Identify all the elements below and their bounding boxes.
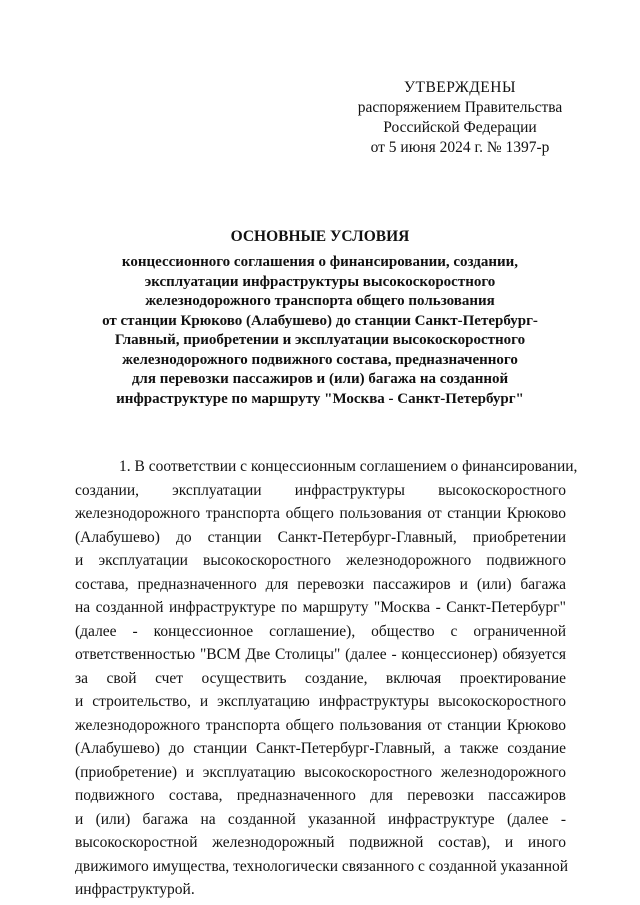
subtitle-line: железнодорожного подвижного состава, предназначенного (122, 351, 518, 368)
paragraph-line: и эксплуатации высокоскоростного железнодорожного подвижного (75, 552, 566, 569)
paragraph-line: и строительство, и эксплуатацию инфраструктуры высокоскоростного (75, 693, 566, 710)
subtitle-line: инфраструктуре по маршруту "Москва - Санкт-Петербург" (116, 390, 524, 407)
paragraph-line: подвижного состава, предназначенного для перевозки пассажиров (75, 787, 566, 804)
subtitle-line: от станции Крюково (Алабушево) до станции Санкт-Петербург- (102, 312, 538, 329)
approval-line-2: Российской Федерации (383, 119, 537, 136)
paragraph-line: создании, эксплуатации инфраструктуры высокоскоростного (75, 481, 566, 499)
paragraph-line: железнодорожного транспорта общего пользования от станции Крюково (75, 505, 566, 522)
paragraph-line: ответственностью "ВСМ Две Столицы" (далее - концессионер) обязуется (75, 646, 566, 663)
paragraph-line: и (или) багажа на созданной указанной инфраструктуре (далее - (75, 810, 566, 828)
paragraph-line: инфраструктурой. (75, 881, 195, 898)
paragraph-line: на созданной инфраструктуре по маршруту "Москва - Санкт-Петербург" (75, 599, 566, 616)
approval-line-1: распоряжением Правительства (357, 99, 563, 116)
subtitle-line: для перевозки пассажиров и (или) багажа на созданной (131, 371, 509, 387)
paragraph-line: (Алабушево) до станции Санкт-Петербург-Главный, а также создание (75, 740, 566, 757)
subtitle-line: концессионного соглашения о финансировании, создании, (121, 254, 519, 270)
paragraph-line: (Алабушево) до станции Санкт-Петербург-Главный, приобретении (75, 528, 566, 546)
approval-line-3: от 5 июня 2024 г. № 1397-р (370, 139, 550, 156)
subtitle-line: эксплуатации инфраструктуры высокоскоростного (144, 273, 496, 290)
approval-heading: УТВЕРЖДЕНЫ (404, 79, 516, 96)
paragraph-line: высокоскоростной железнодорожный подвижной состав), и иного (75, 834, 566, 851)
document-title: ОСНОВНЫЕ УСЛОВИЯ (230, 228, 410, 245)
paragraph-line: движимого имущества, технологически связанного с созданной указанной (75, 857, 569, 875)
document-subtitle (70, 253, 570, 409)
approval-stamp (340, 78, 580, 158)
subtitle-line: Главный, приобретении и эксплуатации высокоскоростного (114, 332, 526, 348)
paragraph-line: железнодорожного транспорта общего пользования от станции Крюково (75, 716, 566, 734)
paragraph-line: (приобретение) и эксплуатацию высокоскоростного железнодорожного (75, 763, 566, 781)
paragraph-1 (75, 455, 578, 902)
paragraph-line: состава, предназначенного для перевозки пассажиров и (или) багажа (75, 575, 566, 593)
paragraph-line: (далее - концессионное соглашение), общество с ограниченной (75, 622, 566, 640)
subtitle-line: железнодорожного транспорта общего пользования (145, 293, 495, 309)
paragraph-line: 1. В соответствии с концессионным соглашением о финансировании, (119, 458, 578, 475)
paragraph-line: за свой счет осуществить создание, включая проектирование (75, 669, 566, 687)
